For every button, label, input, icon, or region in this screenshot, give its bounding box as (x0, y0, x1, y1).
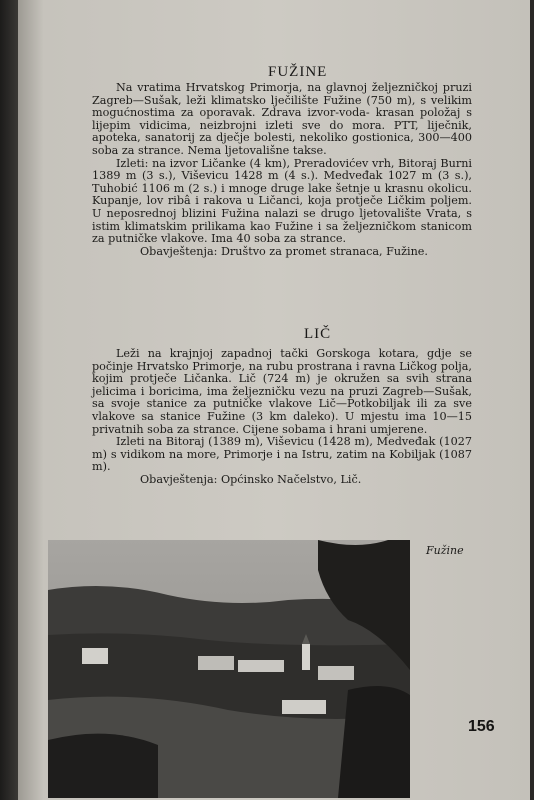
book-spine-shadow (0, 0, 18, 800)
photo-caption: Fužine (426, 544, 464, 557)
village-photo-illustration (48, 540, 410, 798)
contact-notice: Obavještenja: Općinsko Načelstvo, Lič. (140, 472, 362, 486)
landscape-photo (48, 540, 410, 798)
contact-notice: Obavještenja: Društvo za promet stranaca, Fužine. (140, 244, 428, 258)
paragraph: Na vratima Hrvatskog Primorja, na glavnoj željezničkoj pruzi Zagreb—Sušak, leži klimatsko lječilište Fužine (750 m), s velikim mogućnostima za oporavak. Zdrava izvor-voda- krasan položaj s lijepim vidicima, neizbrojni izleti sve do mora. PTT, liječnik, apoteka, sanatorij za dječje bolesti, nekoliko gostionica, 300—400 soba za strance. Nema ljetovališne takse. (92, 81, 472, 157)
section-title-fuzine: FUŽINE (268, 64, 328, 80)
book-page (18, 0, 530, 800)
paragraph: Leži na krajnjoj zapadnoj tački Gorskoga kotara, gdje se počinje Hrvatsko Primorje, na rubu prostrana i ravna Ličkog polja, kojim protječe Ličanka. Lič (724 m) je okružen sa svih strana jelicima i boricima, ima željezničku vezu na pruzi Zagreb—Sušak, sa svoje stanice za putničke vlakove Lič—Potkobiljak ili za sve vlakove sa stanice Fužine (3 km daleko). U mjestu ima 10—15 privatnih soba za strance. Cijene sobama i hrani umjerene. (92, 347, 472, 436)
page-number: 156 (468, 718, 495, 735)
section-title-lic: LIČ (304, 326, 332, 342)
paragraph: Izleti na Bitoraj (1389 m), Viševicu (1428 m), Medveđak (1027 m) s vidikom na more, Primorje i na Istru, zatim na Kobiljak (1087 m). (92, 435, 472, 474)
paragraph: Izleti: na izvor Ličanke (4 km), Preradovićev vrh, Bitoraj Burni 1389 m (3 s.), Viševicu 1428 m (4 s.). Medveđak 1027 m (3 s.), Tuhobić 1106 m (2 s.) i mnoge druge lake šetnje u krasnu okolicu. Kupanje, lov ribâ i rakova u Ličanci, koja protječe Ličkim poljem. U neposrednoj blizini Fužina nalazi se drugo ljetovalište Vrata, s istim klimatskim prilikama kao Fužine i sa željezničkom stanicom za putničke vlakove. Ima 40 soba za strance. (92, 156, 472, 246)
section-fuzine-body (92, 82, 472, 258)
section-lic-body (92, 348, 472, 487)
